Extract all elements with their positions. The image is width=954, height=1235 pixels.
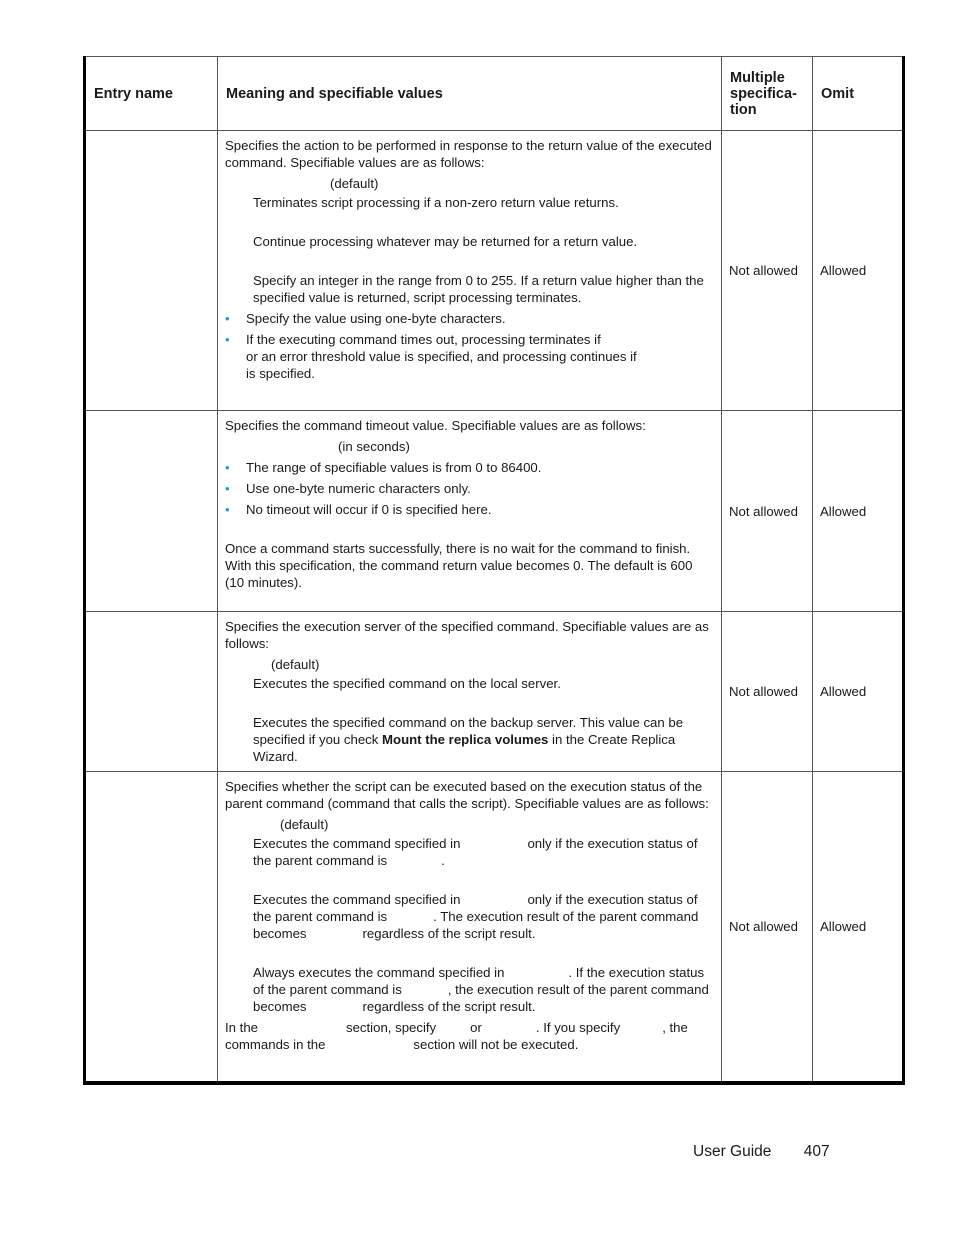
multiple-cell: Not allowed xyxy=(722,612,813,772)
header-entry-name: Entry name xyxy=(85,57,218,131)
list-item: • If the executing command times out, processing terminates if or an error threshold value is specified, and processing continues if is specified. xyxy=(225,332,637,381)
parameter-table xyxy=(83,56,902,1085)
omit-cell: Allowed xyxy=(813,411,904,612)
footer-title: User Guide xyxy=(693,1143,772,1160)
meaning-cell: Specifies the action to be performed in response to the return value of the executed command. Specifiable values are as follows: (default) Terminates script processing if a non-zero return value returns. Continue processing whatever may be returned for a return value. Specify an integer in the range from 0 to 255. If a return value higher than the specified value is returned, script processing terminates. • Specify the value using one-byte characters. • If the executing command times out, processing terminates if or an error threshold value is specified, and processing continues if is specified. xyxy=(218,131,722,411)
table-row xyxy=(85,772,904,1083)
entry-cell xyxy=(85,772,218,1083)
list-item: • No timeout will occur if 0 is specified here. xyxy=(225,502,492,517)
entry-cell xyxy=(85,411,218,612)
omit-cell: Allowed xyxy=(813,772,904,1083)
entry-cell xyxy=(85,131,218,411)
meaning-cell: Specifies the execution server of the specified command. Specifiable values are as follows: (default) Executes the specified command on the local server. Executes the specified command on the backup server. This value can be specified if you check Mount the replica volumes in the Create Replica Wizard. xyxy=(218,612,722,772)
table-row xyxy=(85,131,904,411)
list-item: • The range of specifiable values is from 0 to 86400. xyxy=(225,460,542,475)
list-item: • Use one-byte numeric characters only. xyxy=(225,481,471,496)
omit-cell: Allowed xyxy=(813,131,904,411)
meaning-cell: Specifies whether the script can be executed based on the execution status of the parent command (command that calls the script). Specifiable values are as follows: (default) Executes the command specified in only if the execution status of the parent command is . Executes the command specified in only if the execution status of the parent command is . The execution result of the parent command becomes regardless of the script result. Always executes the command specified in . If the execution status of the parent command is , the execution result of the parent command becomes regardless of the script result. In the section, specify or . If you specify , the commands in the section will not be executed. xyxy=(218,772,722,1083)
header-omit: Omit xyxy=(813,57,904,131)
table-row xyxy=(85,612,904,772)
table-header-row xyxy=(85,57,904,131)
header-multiple: Multiple specifica- tion xyxy=(722,57,813,131)
header-meaning: Meaning and specifiable values xyxy=(218,57,722,131)
entry-cell xyxy=(85,612,218,772)
meaning-cell: Specifies the command timeout value. Specifiable values are as follows: (in seconds) • The range of specifiable values is from 0 to 86400. • Use one-byte numeric characters only. • No timeout will occur if 0 is specified here. Once a command starts successfully, there is no wait for the command to finish. With this specification, the command return value becomes 0. The default is 600 (10 minutes). xyxy=(218,411,722,612)
multiple-cell: Not allowed xyxy=(722,772,813,1083)
page-footer xyxy=(693,1143,830,1161)
list-item: • Specify the value using one-byte characters. xyxy=(225,311,506,326)
multiple-cell: Not allowed xyxy=(722,131,813,411)
page-number: 407 xyxy=(803,1143,830,1160)
omit-cell: Allowed xyxy=(813,612,904,772)
table-row xyxy=(85,411,904,612)
multiple-cell: Not allowed xyxy=(722,411,813,612)
